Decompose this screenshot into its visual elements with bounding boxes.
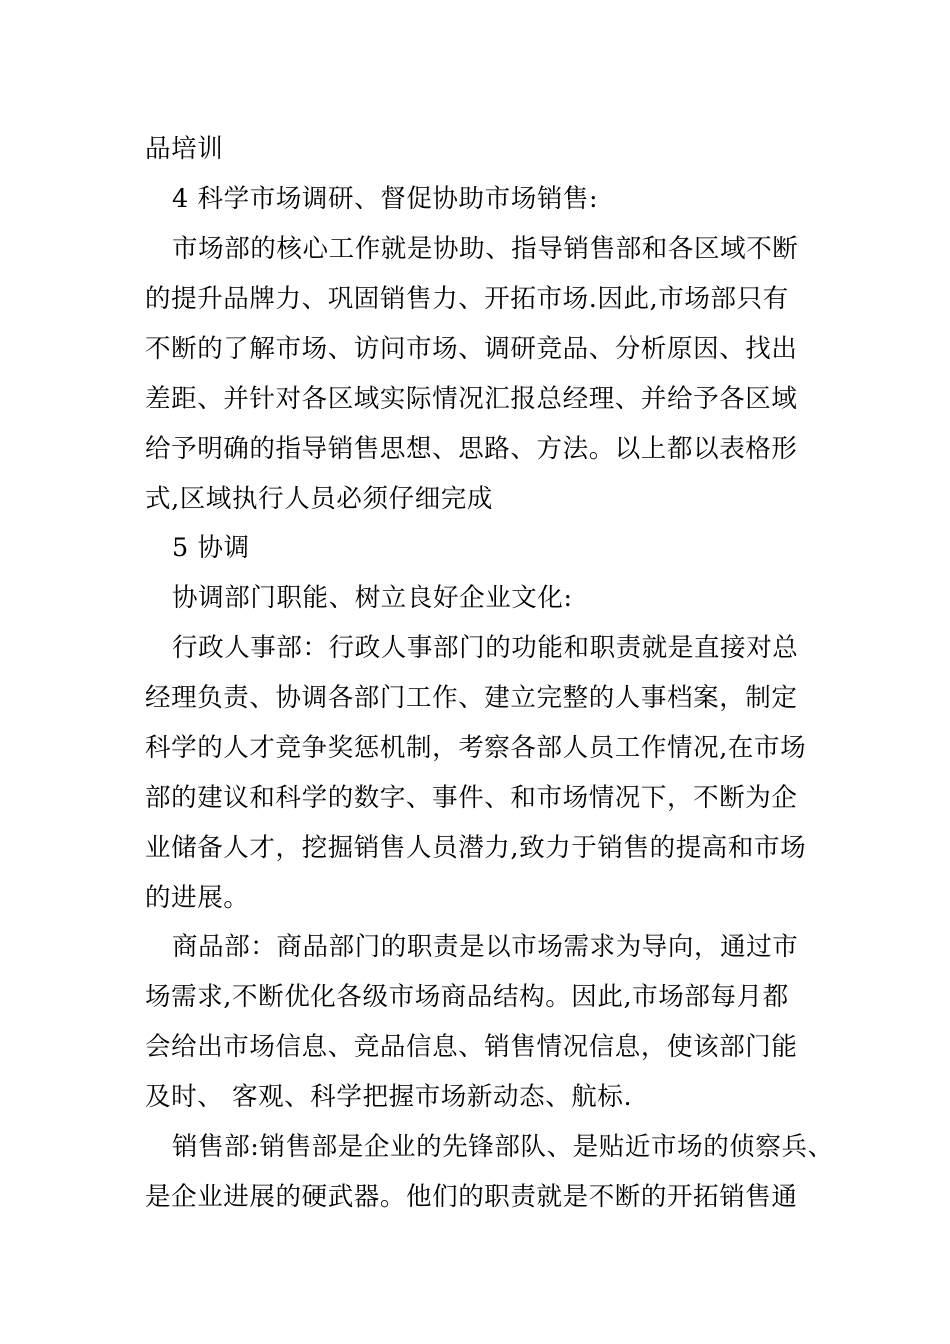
text-line-19: 会给出市场信息、竞品信息、销售情况信息，使该部门能 (145, 1032, 798, 1062)
text-line-16: 的进展。 (145, 883, 250, 913)
text-line-15: 业储备人才，挖掘销售人员潜力,致力于销售的提高和市场 (145, 833, 807, 863)
text-line-21: 销售部:销售部是企业的先锋部队、是贴近市场的侦察兵、 (172, 1132, 834, 1162)
text-line-11: 行政人事部：行政人事部门的功能和职责就是直接对总 (172, 633, 799, 663)
text-line-6: 差距、并针对各区域实际情况汇报总经理、并给予各区域 (145, 384, 798, 414)
text-line-13: 科学的人才竞争奖惩机制，考察各部人员工作情况,在市场 (145, 733, 807, 763)
text-line-8: 式,区域执行人员必须仔细完成 (145, 484, 494, 514)
text-line-3: 市场部的核心工作就是协助、指导销售部和各区域不断 (172, 234, 799, 264)
section-heading-5: 5 协调 (172, 533, 250, 563)
text-line-20: 及时、 客观、科学把握市场新动态、航标. (145, 1082, 633, 1112)
text-line-17: 商品部：商品部门的职责是以市场需求为导向，通过市 (172, 932, 799, 962)
text-line-7: 给予明确的指导销售思想、思路、方法。以上都以表格形 (145, 434, 798, 464)
text-line-18: 场需求,不断优化各级市场商品结构。因此,市场部每月都 (145, 982, 789, 1012)
section-heading-4: 4 科学市场调研、督促协助市场销售: (172, 184, 599, 214)
text-line-5: 不断的了解市场、访问市场、调研竞品、分析原因、找出 (145, 334, 798, 364)
text-line-22: 是企业进展的硬武器。他们的职责就是不断的开拓销售通 (145, 1182, 798, 1212)
text-line-1: 品培训 (145, 134, 224, 164)
text-line-14: 部的建议和科学的数字、事件、和市场情况下，不断为企 (145, 783, 798, 813)
text-line-12: 经理负责、协调各部门工作、建立完整的人事档案，制定 (145, 683, 798, 713)
text-line-10: 协调部门职能、树立良好企业文化: (172, 583, 573, 613)
text-line-4: 的提升品牌力、巩固销售力、开拓市场.因此,市场部只有 (145, 284, 789, 314)
